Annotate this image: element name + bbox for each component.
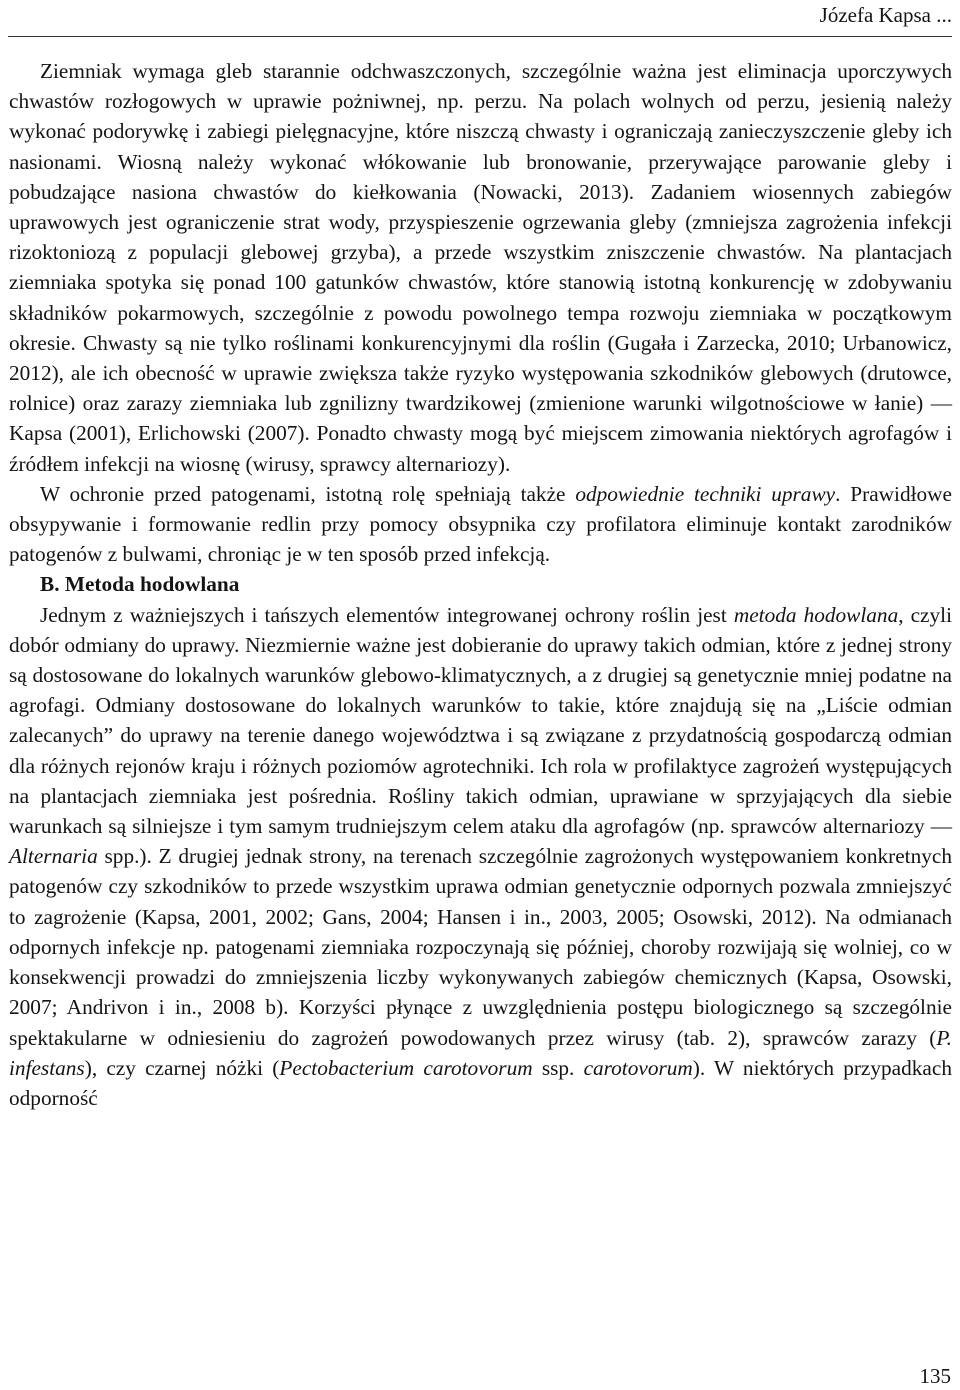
subspecies-name: carotovorum	[583, 1055, 693, 1080]
emphasized-term: metoda hodowlana	[733, 602, 899, 627]
paragraph-text: Ziemniak wymaga gleb starannie odchwaszczonych, szczególnie ważna jest eliminacja uporczywych chwastów rozłogowych w uprawie pożniwnej, np. perzu. Na polach wolnych od perzu, jesienią należy wykonać podorywkę i zabiegi pielęgnacyjne, które niszczą chwasty i ograniczają zanieczyszczenie gleby ich nasionami. Wiosną należy wykonać włókowanie lub bronowanie, przerywające parowanie gleby i pobudzające nasiona chwastów do kiełkowania (Nowacki, 2013). Zadaniem wiosennych zabiegów uprawowych jest ograniczenie strat wody, przyspieszenie ogrzewania gleby (zmniejsza zagrożenia infekcji rizoktoniozą z populacji glebowej grzyba), a przede wszystkim zniszczenie chwastów. Na plantacjach ziemniaka spotyka się ponad 100 gatunków chwastów, które stanowią istotną konkurencję w zdobywaniu składników pokarmowych, szczególnie z powodu powolnego tempa rozwoju ziemniaka w początkowym okresie. Chwasty są nie tylko roślinami konkurencyjnymi dla roślin (Gugała i Zarzecka, 2010; Urbanowicz, 2012), ale ich obecność w uprawie zwiększa także ryzyko występowania szkodników glebowych (drutowce, rolnice) oraz zarazy ziemniaka lub zgnilizny twardzikowej (zmienione warunki wilgotnościowe w łanie) — Kapsa (2001), Erlichowski (2007). Ponadto chwasty mogą być miejscem zimowania niektórych agrofagów i źródłem infekcji na wiosnę (wirusy, sprawcy alternariozy).	[9, 59, 952, 476]
paragraph-text: . Prawidłowe obsypywanie i formowanie redlin przy pomocy obsypnika czy profilatora eliminuje kontakt zarodników patogenów z bulwami, chroniąc je w ten sposób przed infekcją.	[9, 481, 953, 567]
running-header	[8, 0, 952, 37]
paragraph-text: ), czy czarnej nóżki (	[84, 1055, 280, 1080]
paragraph-weed-control	[9, 56, 952, 479]
paragraph-breeding-method	[9, 600, 952, 1113]
emphasized-term: odpowiednie techniki uprawy	[575, 481, 836, 506]
paragraph-text: ssp.	[532, 1055, 584, 1080]
paragraph-text: spp.). Z drugiej jednak strony, na terenach szczególnie zagrożonych występowaniem konkretnych patogenów czy szkodników to przede wszystkim uprawa odmian genetycznie odpornych pozwala zmniejszyć to zagrożenie (Kapsa, 2001, 2002; Gans, 2004; Hansen i in., 2003, 2005; Osowski, 2012). Na odmianach odpornych infekcje np. patogenami ziemniaka rozpoczynają się później, choroby rozwijają się wolniej, co w konsekwencji prowadzi do zmniejszenia liczby wykonywanych zabiegów chemicznych (Kapsa, Osowski, 2007; Andrivon i in., 2008 b). Korzyści płynące z uwzględnienia postępu biologicznego są szczególnie spektakularne w odniesieniu do zagrożeń powodowanych przez wirusy (tab. 2), sprawców zarazy (	[9, 844, 952, 1050]
paragraph-text: , czyli dobór odmiany do uprawy. Niezmiernie ważne jest dobieranie do uprawy takich odmian, które z jednej strony są dostosowane do lokalnych warunków glebowo-klimatycznych, a z drugiej są genetycznie mniej podatne na agrofagi. Odmiany dostosowane do lokalnych warunków to takie, które znajdują się na „Liście odmian zalecanych” do uprawy na terenie danego województwa i są związane z przydatnością gospodarczą odmian dla różnych rejonów kraju i różnych poziomów agrotechniki. Ich rola w profilaktyce zagrożeń występujących na plantacjach ziemniaka jest pośrednia. Rośliny takich odmian, uprawiane w sprzyjających dla siebie warunkach są silniejsze i tym samym trudniejszym celem ataku dla agrofagów (np. sprawców alternariozy —	[9, 602, 952, 839]
running-title: Józefa Kapsa ...	[819, 3, 952, 27]
page-body	[9, 56, 952, 1113]
genus-name: Alternaria	[9, 844, 98, 869]
section-heading: B. Metoda hodowlana	[40, 572, 240, 597]
paragraph-text: W ochronie przed patogenami, istotną rolę spełniają także	[40, 481, 576, 506]
page-number: 135	[919, 1364, 951, 1388]
paragraph-text: ). W niektórych przypadkach odporność	[9, 1055, 952, 1110]
species-name: Pectobacterium carotovorum	[279, 1055, 533, 1080]
species-name: P. infestans	[9, 1025, 952, 1080]
paragraph-text: Jednym z ważniejszych i tańszych elementów integrowanej ochrony roślin jest	[40, 602, 734, 627]
paragraph-cultivation-techniques	[9, 479, 952, 570]
